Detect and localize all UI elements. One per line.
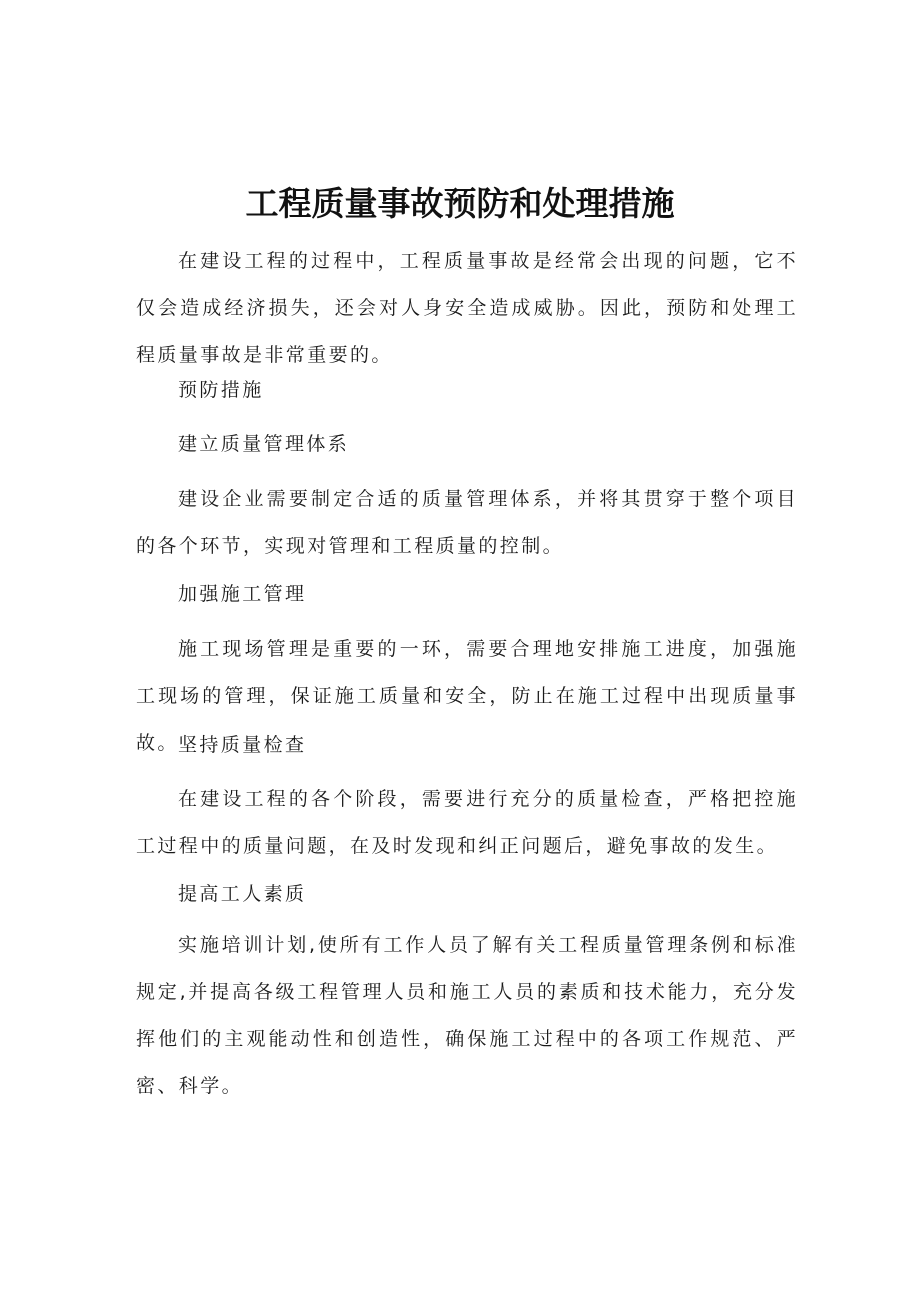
item-heading: 坚持质量检查 <box>178 734 307 756</box>
item-heading: 建立质量管理体系 <box>178 433 350 455</box>
item-heading: 提高工人素质 <box>178 883 307 905</box>
item-body: 建设企业需要制定合适的质量管理体系，并将其贯穿于整个项目的各个环节，实现对管理和工程质量的控制。 <box>136 488 798 557</box>
section-heading: 预防措施 <box>178 379 264 401</box>
item-body: 在建设工程的各个阶段，需要进行充分的质量检查，严格把控施工过程中的质量问题，在及时发现和纠正问题后，避免事故的发生。 <box>136 788 798 857</box>
item-body: 实施培训计划,使所有工作人员了解有关工程质量管理条例和标准规定,并提高各级工程管理人员和施工人员的素质和技术能力，充分发挥他们的主观能动性和创造性，确保施工过程中的各项工作规范、严密、科学。 <box>136 934 798 1097</box>
document-title: 工程质量事故预防和处理措施 <box>245 184 675 223</box>
item-body: 施工现场管理是重要的一环，需要合理地安排施工进度，加强施工现场的管理，保证施工质量和安全，防止在施工过程中出现质量事故。 <box>136 638 798 754</box>
item-heading: 加强施工管理 <box>178 583 307 605</box>
intro-paragraph: 在建设工程的过程中，工程质量事故是经常会出现的问题，它不仅会造成经济损失，还会对人身安全造成威胁。因此，预防和处理工程质量事故是非常重要的。 <box>136 250 798 366</box>
